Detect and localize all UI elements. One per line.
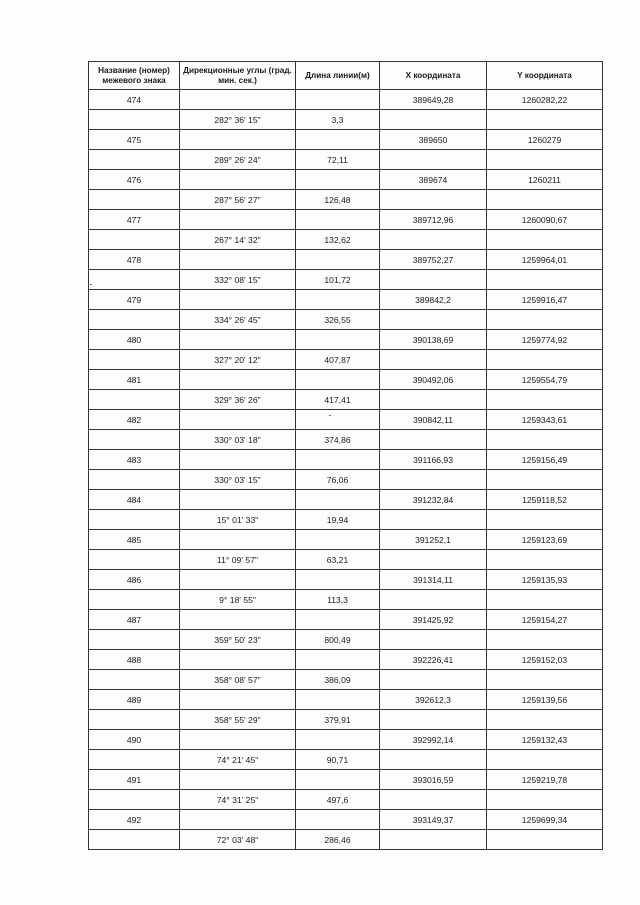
empty-cell (180, 410, 296, 430)
table-row-segment (89, 470, 603, 490)
empty-cell (296, 250, 380, 270)
empty-cell (487, 750, 603, 770)
point-name-cell: 487 (89, 610, 180, 630)
empty-cell (89, 550, 180, 570)
direction-angle-cell: 358° 08' 57" (180, 670, 296, 690)
line-length-cell: 374,86 (296, 430, 380, 450)
empty-cell (89, 510, 180, 530)
empty-cell (487, 710, 603, 730)
empty-cell (89, 230, 180, 250)
scan-speck (329, 415, 331, 416)
empty-cell (296, 130, 380, 150)
line-length-cell: 407,87 (296, 350, 380, 370)
header-point-name: Название (номер) межевого знака (89, 62, 180, 90)
y-coordinate-cell: 1260279 (487, 130, 603, 150)
empty-cell (89, 590, 180, 610)
direction-angle-cell: 15° 01' 33" (180, 510, 296, 530)
x-coordinate-cell: 391232,84 (380, 490, 487, 510)
empty-cell (89, 430, 180, 450)
table-row-segment (89, 590, 603, 610)
x-coordinate-cell: 389674 (380, 170, 487, 190)
table-row-point (89, 650, 603, 670)
y-coordinate-cell: 1259132,43 (487, 730, 603, 750)
empty-cell (380, 390, 487, 410)
empty-cell (296, 810, 380, 830)
empty-cell (487, 470, 603, 490)
direction-angle-cell: 358° 55' 29" (180, 710, 296, 730)
empty-cell (296, 690, 380, 710)
empty-cell (89, 830, 180, 850)
header-row (89, 62, 603, 90)
point-name-cell: 486 (89, 570, 180, 590)
line-length-cell: 286,46 (296, 830, 380, 850)
table-row-segment (89, 830, 603, 850)
empty-cell (180, 330, 296, 350)
empty-cell (487, 110, 603, 130)
direction-angle-cell: 359° 50' 23" (180, 630, 296, 650)
empty-cell (380, 310, 487, 330)
table-row-point (89, 290, 603, 310)
y-coordinate-cell: 1259156,49 (487, 450, 603, 470)
direction-angle-cell: 327° 20' 12" (180, 350, 296, 370)
point-name-cell: 485 (89, 530, 180, 550)
empty-cell (180, 450, 296, 470)
y-coordinate-cell: 1259916,47 (487, 290, 603, 310)
y-coordinate-cell: 1259554,79 (487, 370, 603, 390)
empty-cell (487, 790, 603, 810)
line-length-cell: 19,94 (296, 510, 380, 530)
table-row-point (89, 450, 603, 470)
direction-angle-cell: 334° 26' 45" (180, 310, 296, 330)
y-coordinate-cell: 1259118,52 (487, 490, 603, 510)
empty-cell (380, 510, 487, 530)
direction-angle-cell: 287° 56' 27" (180, 190, 296, 210)
x-coordinate-cell: 391425,92 (380, 610, 487, 630)
empty-cell (296, 770, 380, 790)
empty-cell (296, 290, 380, 310)
table-row-segment (89, 710, 603, 730)
direction-angle-cell: 330° 03' 15" (180, 470, 296, 490)
x-coordinate-cell: 390492,06 (380, 370, 487, 390)
header-direction-angle: Дирекционные углы (град. мин. сек.) (180, 62, 296, 90)
empty-cell (296, 90, 380, 110)
table-row-segment (89, 270, 603, 290)
y-coordinate-cell: 1259139,56 (487, 690, 603, 710)
empty-cell (380, 830, 487, 850)
point-name-cell: 478 (89, 250, 180, 270)
coordinates-table (88, 61, 603, 850)
empty-cell (380, 550, 487, 570)
line-length-cell: 800,49 (296, 630, 380, 650)
direction-angle-cell: 332° 08' 15" (180, 270, 296, 290)
x-coordinate-cell: 393016,59 (380, 770, 487, 790)
x-coordinate-cell: 389752,27 (380, 250, 487, 270)
empty-cell (89, 630, 180, 650)
table-row-segment (89, 110, 603, 130)
point-name-cell: 492 (89, 810, 180, 830)
empty-cell (296, 730, 380, 750)
table-row-segment (89, 230, 603, 250)
x-coordinate-cell: 391252,1 (380, 530, 487, 550)
line-length-cell: 379,91 (296, 710, 380, 730)
table-row-point (89, 330, 603, 350)
line-length-cell: 63,21 (296, 550, 380, 570)
table-row-point (89, 210, 603, 230)
empty-cell (89, 350, 180, 370)
table-row-segment (89, 790, 603, 810)
empty-cell (180, 290, 296, 310)
empty-cell (296, 170, 380, 190)
table-row-point (89, 570, 603, 590)
point-name-cell: 474 (89, 90, 180, 110)
point-name-cell: 477 (89, 210, 180, 230)
empty-cell (180, 250, 296, 270)
empty-cell (180, 570, 296, 590)
y-coordinate-cell: 1260090,67 (487, 210, 603, 230)
empty-cell (89, 150, 180, 170)
line-length-cell: 132,62 (296, 230, 380, 250)
header-line-length: Длина линии(м) (296, 62, 380, 90)
y-coordinate-cell: 1259699,34 (487, 810, 603, 830)
table-row-point (89, 250, 603, 270)
x-coordinate-cell: 389650 (380, 130, 487, 150)
empty-cell (296, 210, 380, 230)
empty-cell (180, 650, 296, 670)
empty-cell (89, 310, 180, 330)
line-length-cell: 76,06 (296, 470, 380, 490)
empty-cell (380, 110, 487, 130)
table-row-point (89, 410, 603, 430)
direction-angle-cell: 330° 03' 18" (180, 430, 296, 450)
empty-cell (180, 130, 296, 150)
line-length-cell: 72,11 (296, 150, 380, 170)
point-name-cell: 483 (89, 450, 180, 470)
table-row-segment (89, 750, 603, 770)
direction-angle-cell: 74° 21' 45" (180, 750, 296, 770)
y-coordinate-cell: 1260211 (487, 170, 603, 190)
point-name-cell: 488 (89, 650, 180, 670)
empty-cell (296, 370, 380, 390)
empty-cell (89, 270, 180, 290)
table-body (89, 90, 603, 850)
empty-cell (380, 470, 487, 490)
direction-angle-cell: 282° 36' 15" (180, 110, 296, 130)
table-row-point (89, 610, 603, 630)
empty-cell (487, 190, 603, 210)
point-name-cell: 489 (89, 690, 180, 710)
empty-cell (380, 430, 487, 450)
empty-cell (487, 830, 603, 850)
empty-cell (487, 670, 603, 690)
empty-cell (487, 550, 603, 570)
point-name-cell: 482 (89, 410, 180, 430)
x-coordinate-cell: 391314,11 (380, 570, 487, 590)
y-coordinate-cell: 1259154,27 (487, 610, 603, 630)
table-row-segment (89, 150, 603, 170)
table-row-segment (89, 510, 603, 530)
empty-cell (296, 450, 380, 470)
x-coordinate-cell: 389712,96 (380, 210, 487, 230)
table-row-segment (89, 190, 603, 210)
line-length-cell: 386,09 (296, 670, 380, 690)
x-coordinate-cell: 390842,11 (380, 410, 487, 430)
table-row-point (89, 370, 603, 390)
x-coordinate-cell: 392226,41 (380, 650, 487, 670)
empty-cell (180, 370, 296, 390)
direction-angle-cell: 74° 31' 25" (180, 790, 296, 810)
empty-cell (180, 810, 296, 830)
point-name-cell: 490 (89, 730, 180, 750)
empty-cell (380, 670, 487, 690)
table-row-segment (89, 550, 603, 570)
empty-cell (380, 150, 487, 170)
empty-cell (89, 710, 180, 730)
line-length-cell: 126,48 (296, 190, 380, 210)
empty-cell (380, 230, 487, 250)
empty-cell (487, 430, 603, 450)
table-row-segment (89, 630, 603, 650)
empty-cell (296, 410, 380, 430)
x-coordinate-cell: 389649,28 (380, 90, 487, 110)
empty-cell (180, 610, 296, 630)
empty-cell (89, 750, 180, 770)
line-length-cell: 90,71 (296, 750, 380, 770)
empty-cell (296, 330, 380, 350)
table-row-point (89, 730, 603, 750)
empty-cell (180, 530, 296, 550)
header-x-coordinate: Х координата (380, 62, 487, 90)
empty-cell (180, 770, 296, 790)
table-header (89, 62, 603, 90)
table-row-point (89, 530, 603, 550)
line-length-cell: 326,55 (296, 310, 380, 330)
point-name-cell: 479 (89, 290, 180, 310)
empty-cell (487, 350, 603, 370)
empty-cell (487, 310, 603, 330)
empty-cell (180, 210, 296, 230)
empty-cell (380, 710, 487, 730)
point-name-cell: 491 (89, 770, 180, 790)
empty-cell (380, 750, 487, 770)
empty-cell (89, 470, 180, 490)
y-coordinate-cell: 1260282,22 (487, 90, 603, 110)
point-name-cell: 481 (89, 370, 180, 390)
x-coordinate-cell: 390138,69 (380, 330, 487, 350)
empty-cell (296, 530, 380, 550)
y-coordinate-cell: 1259219,78 (487, 770, 603, 790)
empty-cell (89, 670, 180, 690)
empty-cell (380, 270, 487, 290)
line-length-cell: 497,6 (296, 790, 380, 810)
empty-cell (180, 170, 296, 190)
direction-angle-cell: 72° 03' 48" (180, 830, 296, 850)
empty-cell (89, 390, 180, 410)
header-y-coordinate: Y координата (487, 62, 603, 90)
y-coordinate-cell: 1259135,93 (487, 570, 603, 590)
x-coordinate-cell: 391166,93 (380, 450, 487, 470)
direction-angle-cell: 289° 26' 24" (180, 150, 296, 170)
line-length-cell: 113,3 (296, 590, 380, 610)
empty-cell (380, 350, 487, 370)
x-coordinate-cell: 393149,37 (380, 810, 487, 830)
direction-angle-cell: 267° 14' 32" (180, 230, 296, 250)
line-length-cell: 3,3 (296, 110, 380, 130)
empty-cell (180, 690, 296, 710)
line-length-cell: 417,41 (296, 390, 380, 410)
empty-cell (296, 610, 380, 630)
empty-cell (380, 190, 487, 210)
point-name-cell: 484 (89, 490, 180, 510)
empty-cell (380, 790, 487, 810)
empty-cell (487, 590, 603, 610)
table-row-segment (89, 350, 603, 370)
empty-cell (296, 570, 380, 590)
empty-cell (487, 510, 603, 530)
x-coordinate-cell: 389842,2 (380, 290, 487, 310)
empty-cell (487, 230, 603, 250)
table-row-point (89, 130, 603, 150)
y-coordinate-cell: 1259152,03 (487, 650, 603, 670)
x-coordinate-cell: 392992,14 (380, 730, 487, 750)
table-row-point (89, 810, 603, 830)
empty-cell (180, 490, 296, 510)
empty-cell (180, 90, 296, 110)
table-row-segment (89, 670, 603, 690)
empty-cell (487, 150, 603, 170)
direction-angle-cell: 329° 36' 26" (180, 390, 296, 410)
empty-cell (296, 650, 380, 670)
table-row-segment (89, 430, 603, 450)
empty-cell (296, 490, 380, 510)
direction-angle-cell: 11° 09' 57" (180, 550, 296, 570)
x-coordinate-cell: 392612,3 (380, 690, 487, 710)
y-coordinate-cell: 1259123,69 (487, 530, 603, 550)
table-row-point (89, 690, 603, 710)
empty-cell (487, 390, 603, 410)
point-name-cell: 480 (89, 330, 180, 350)
y-coordinate-cell: 1259774,92 (487, 330, 603, 350)
point-name-cell: 475 (89, 130, 180, 150)
empty-cell (89, 790, 180, 810)
point-name-cell: 476 (89, 170, 180, 190)
table-row-point (89, 770, 603, 790)
table-row-point (89, 90, 603, 110)
empty-cell (380, 590, 487, 610)
table-row-segment (89, 310, 603, 330)
table-row-point (89, 490, 603, 510)
table-row-point (89, 170, 603, 190)
scan-speck (90, 284, 92, 285)
line-length-cell: 101,72 (296, 270, 380, 290)
empty-cell (487, 630, 603, 650)
empty-cell (89, 110, 180, 130)
empty-cell (180, 730, 296, 750)
empty-cell (487, 270, 603, 290)
y-coordinate-cell: 1259343,61 (487, 410, 603, 430)
empty-cell (380, 630, 487, 650)
empty-cell (89, 190, 180, 210)
y-coordinate-cell: 1259964,01 (487, 250, 603, 270)
table-row-segment (89, 390, 603, 410)
direction-angle-cell: 9° 18' 55" (180, 590, 296, 610)
